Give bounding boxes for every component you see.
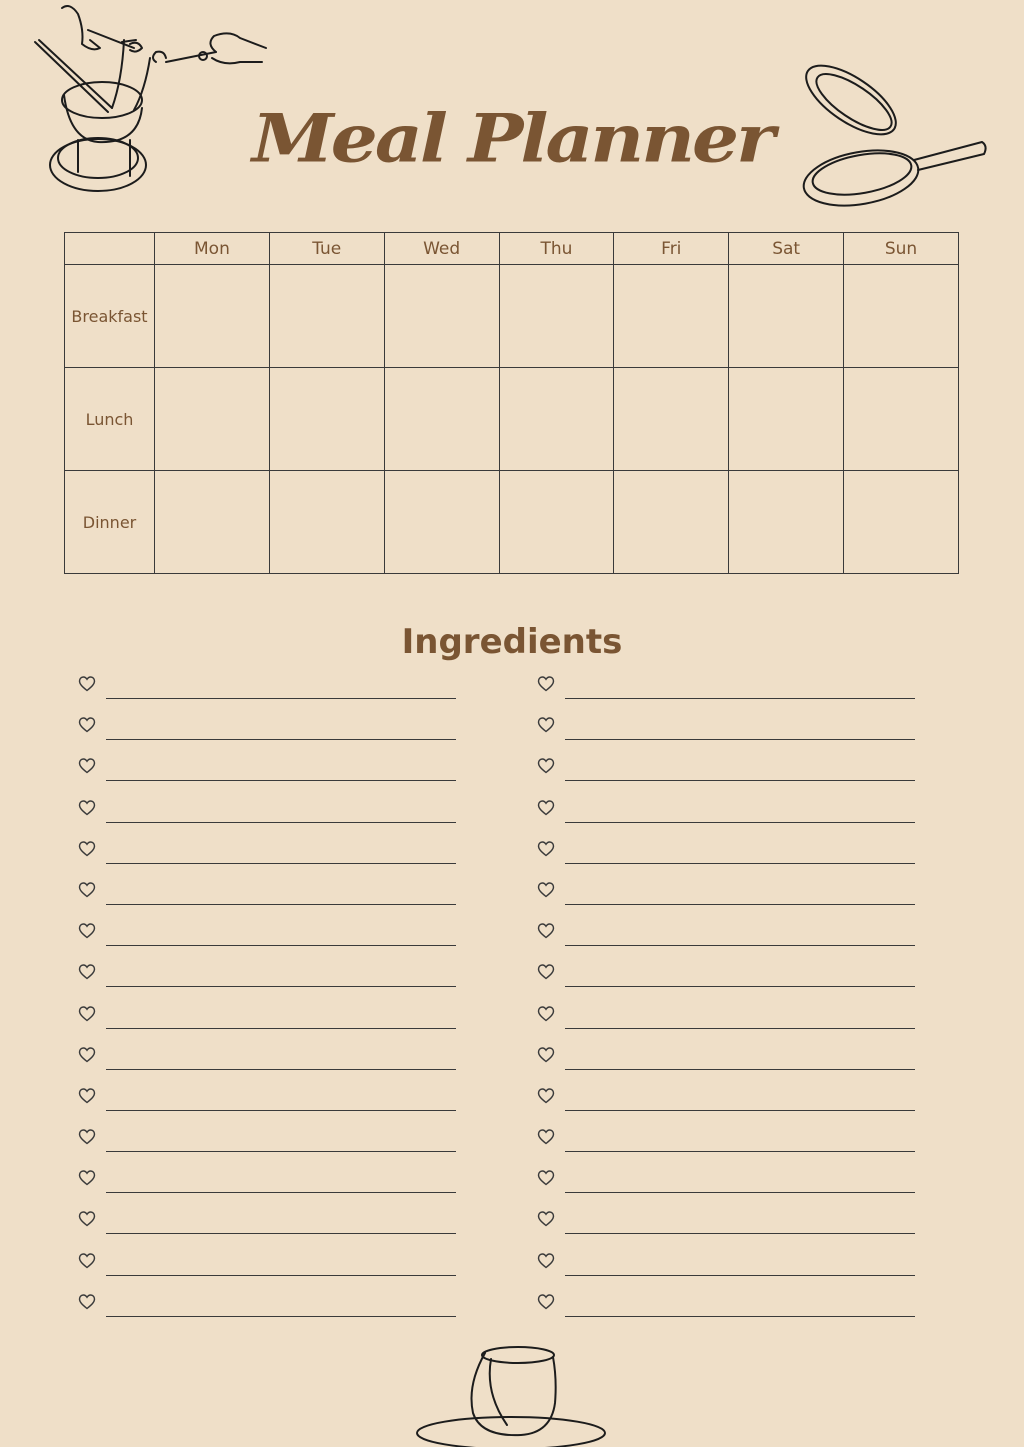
ingredient-write-line[interactable] (106, 822, 456, 823)
list-item (537, 1169, 917, 1210)
meal-row-breakfast (65, 265, 959, 368)
list-item (537, 1252, 917, 1293)
meal-row-dinner (65, 471, 959, 574)
ingredient-write-line[interactable] (106, 1192, 456, 1193)
ingredient-write-line[interactable] (565, 739, 915, 740)
list-item (537, 1210, 917, 1251)
meal-label-breakfast: Breakfast (65, 265, 155, 368)
heart-outline-icon (537, 1210, 555, 1228)
list-item (78, 881, 458, 922)
heart-outline-icon (537, 799, 555, 817)
meal-cell[interactable] (499, 471, 614, 574)
heart-outline-icon (78, 1252, 96, 1270)
ingredient-write-line[interactable] (106, 1275, 456, 1276)
heart-outline-icon (537, 675, 555, 693)
list-item (537, 1128, 917, 1169)
heart-outline-icon (78, 1169, 96, 1187)
ingredient-write-line[interactable] (106, 1233, 456, 1234)
meal-cell[interactable] (384, 265, 499, 368)
page-title: Meal Planner (251, 100, 773, 178)
ingredient-write-line[interactable] (106, 986, 456, 987)
ingredient-write-line[interactable] (565, 945, 915, 946)
meal-cell[interactable] (155, 471, 270, 574)
heart-outline-icon (537, 716, 555, 734)
meal-cell[interactable] (384, 471, 499, 574)
list-item (537, 1087, 917, 1128)
meal-cell[interactable] (844, 471, 959, 574)
ingredients-list-right (537, 675, 917, 1334)
list-item (537, 840, 917, 881)
ingredient-write-line[interactable] (565, 1316, 915, 1317)
heart-outline-icon (78, 1005, 96, 1023)
heart-outline-icon (78, 1210, 96, 1228)
ingredient-write-line[interactable] (565, 1192, 915, 1193)
heart-outline-icon (78, 881, 96, 899)
heart-outline-icon (537, 1293, 555, 1311)
list-item (78, 1293, 458, 1334)
ingredient-write-line[interactable] (565, 1151, 915, 1152)
ingredient-write-line[interactable] (106, 739, 456, 740)
heart-outline-icon (537, 1087, 555, 1105)
heart-outline-icon (537, 963, 555, 981)
list-item (537, 1293, 917, 1334)
day-header-thu: Thu (499, 233, 614, 265)
list-item (78, 1087, 458, 1128)
heart-outline-icon (537, 1252, 555, 1270)
meal-cell[interactable] (729, 471, 844, 574)
heart-outline-icon (78, 1087, 96, 1105)
ingredient-write-line[interactable] (106, 1028, 456, 1029)
heart-outline-icon (78, 922, 96, 940)
cup-on-saucer-icon (415, 1343, 610, 1447)
meal-cell[interactable] (844, 265, 959, 368)
list-item (78, 1005, 458, 1046)
ingredient-write-line[interactable] (565, 1275, 915, 1276)
heart-outline-icon (537, 757, 555, 775)
heart-outline-icon (78, 799, 96, 817)
ingredient-write-line[interactable] (106, 780, 456, 781)
ingredient-write-line[interactable] (565, 1233, 915, 1234)
meal-cell[interactable] (844, 368, 959, 471)
heart-outline-icon (537, 1046, 555, 1064)
list-item (78, 1128, 458, 1169)
weekly-meal-grid (64, 232, 959, 574)
meal-label-dinner: Dinner (65, 471, 155, 574)
meal-cell[interactable] (384, 368, 499, 471)
heart-outline-icon (537, 1005, 555, 1023)
list-item (537, 716, 917, 757)
meal-cell[interactable] (155, 368, 270, 471)
meal-cell[interactable] (614, 368, 729, 471)
heart-outline-icon (537, 922, 555, 940)
day-header-sat: Sat (729, 233, 844, 265)
list-item (78, 799, 458, 840)
meal-cell[interactable] (614, 265, 729, 368)
list-item (537, 675, 917, 716)
day-header-tue: Tue (269, 233, 384, 265)
heart-outline-icon (78, 1293, 96, 1311)
ingredient-write-line[interactable] (565, 1028, 915, 1029)
meal-row-lunch (65, 368, 959, 471)
ingredient-write-line[interactable] (106, 863, 456, 864)
list-item (537, 963, 917, 1004)
list-item (78, 757, 458, 798)
day-header-fri: Fri (614, 233, 729, 265)
day-header-sun: Sun (844, 233, 959, 265)
meal-cell[interactable] (729, 368, 844, 471)
list-item (78, 1169, 458, 1210)
list-item (78, 922, 458, 963)
list-item (78, 1252, 458, 1293)
list-item (537, 757, 917, 798)
heart-outline-icon (537, 1128, 555, 1146)
ingredient-write-line[interactable] (106, 1069, 456, 1070)
ingredient-write-line[interactable] (106, 698, 456, 699)
list-item (78, 716, 458, 757)
heart-outline-icon (78, 840, 96, 858)
ingredients-list-left (78, 675, 458, 1334)
ingredient-write-line[interactable] (565, 822, 915, 823)
heart-outline-icon (78, 716, 96, 734)
list-item (78, 840, 458, 881)
list-item (537, 799, 917, 840)
heart-outline-icon (537, 881, 555, 899)
ingredient-write-line[interactable] (106, 904, 456, 905)
meal-cell[interactable] (499, 265, 614, 368)
list-item (537, 1005, 917, 1046)
meal-cell[interactable] (614, 471, 729, 574)
list-item (537, 881, 917, 922)
ingredient-write-line[interactable] (106, 945, 456, 946)
list-item (78, 1210, 458, 1251)
meal-cell[interactable] (155, 265, 270, 368)
corner-cell (65, 233, 155, 265)
heart-outline-icon (78, 757, 96, 775)
list-item (78, 963, 458, 1004)
ingredient-write-line[interactable] (106, 1316, 456, 1317)
ingredient-write-line[interactable] (106, 1151, 456, 1152)
ingredient-write-line[interactable] (565, 780, 915, 781)
list-item (78, 675, 458, 716)
list-item (78, 1046, 458, 1087)
heart-outline-icon (537, 1169, 555, 1187)
meal-label-lunch: Lunch (65, 368, 155, 471)
ingredient-write-line[interactable] (565, 1069, 915, 1070)
day-header-wed: Wed (384, 233, 499, 265)
ingredient-write-line[interactable] (565, 863, 915, 864)
meal-cell[interactable] (269, 471, 384, 574)
meal-cell[interactable] (269, 368, 384, 471)
ingredient-write-line[interactable] (565, 986, 915, 987)
heart-outline-icon (78, 1128, 96, 1146)
ingredient-write-line[interactable] (106, 1110, 456, 1111)
day-header-mon: Mon (155, 233, 270, 265)
list-item (537, 922, 917, 963)
heart-outline-icon (537, 840, 555, 858)
meal-cell[interactable] (499, 368, 614, 471)
heart-outline-icon (78, 675, 96, 693)
meal-cell[interactable] (269, 265, 384, 368)
header-row (65, 233, 959, 265)
ingredient-write-line[interactable] (565, 904, 915, 905)
list-item (537, 1046, 917, 1087)
meal-cell[interactable] (729, 265, 844, 368)
heart-outline-icon (78, 1046, 96, 1064)
ingredient-write-line[interactable] (565, 698, 915, 699)
heart-outline-icon (78, 963, 96, 981)
ingredients-title: Ingredients (401, 622, 623, 662)
ingredient-write-line[interactable] (565, 1110, 915, 1111)
